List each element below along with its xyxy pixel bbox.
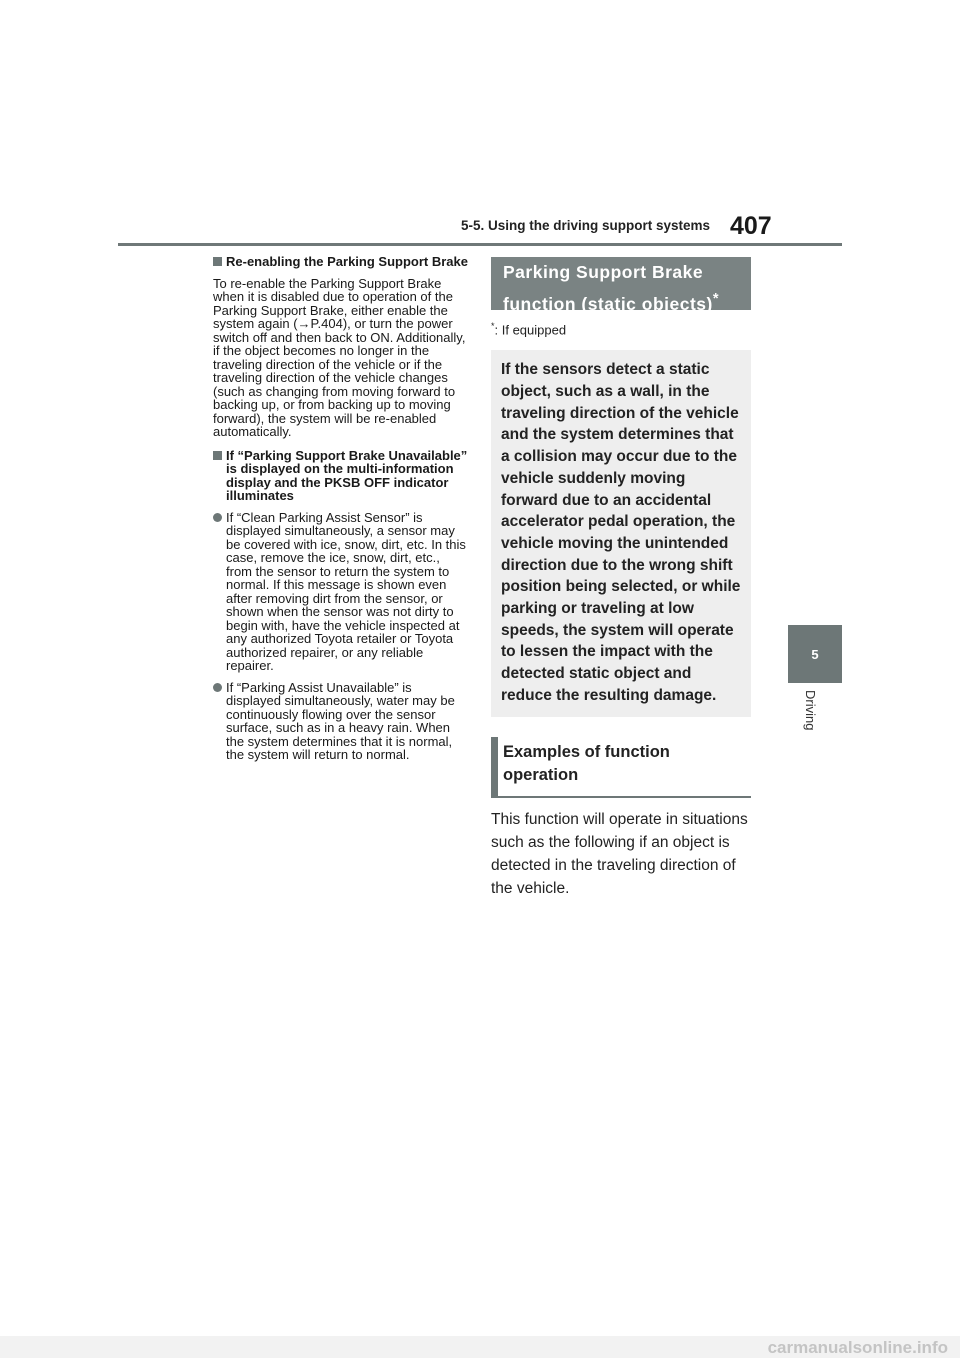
chapter-label: Driving bbox=[803, 690, 818, 731]
watermark-bar bbox=[0, 1336, 960, 1358]
section-title: 5-5. Using the driving support systems bbox=[460, 218, 710, 233]
reenable-heading bbox=[213, 255, 468, 269]
list-item bbox=[213, 681, 468, 762]
equipped-mark: * bbox=[712, 291, 720, 307]
page-number: 407 bbox=[730, 212, 772, 240]
list-item-text: If “Parking Assist Unavailable” is displayed simultaneously, water may be continuously flowing over the sensor surface, such as in a heavy rain. When the system determines that it is normal, the system will return to normal. bbox=[226, 679, 455, 762]
examples-heading-text: Examples of function operation bbox=[503, 742, 670, 785]
function-title bbox=[491, 257, 751, 314]
function-title-text: Parking Support Brake function (static objects) bbox=[503, 262, 713, 314]
footnote-mark: * bbox=[491, 321, 495, 331]
square-bullet-icon bbox=[213, 451, 222, 460]
reenable-paragraph: To re-enable the Parking Support Brake when it is disabled due to operation of the Parking Support Brake, either enable the system again (→P.404), or turn the power switch off and then back to ON. Additionally, if the object becomes no longer in the traveling direction of the vehicle or if the traveling direction of the vehicle changes (such as changing from moving forward to backing up, or from backing up to moving forward), the system will be re-enabled automatically. bbox=[213, 275, 466, 439]
examples-paragraph: This function will operate in situations such as the following if an object is detected in the traveling direction of the vehicle. bbox=[491, 810, 748, 897]
list-item-text: If “Clean Parking Assist Sensor” is displayed simultaneously, a sensor may be covered with ice, snow, dirt, etc. In this case, remove the ice, snow, dirt, etc., from the sensor to return the system to normal. If this message is shown even after removing dirt from the sensor, or shown when the sensor was not dirty to begin with, have the vehicle inspected at any authorized Toyota retailer or Toyota authorized repairer, or any reliable repairer. bbox=[226, 509, 466, 673]
header-divider bbox=[118, 243, 842, 246]
examples-heading bbox=[491, 737, 751, 798]
circle-bullet-icon bbox=[213, 683, 222, 692]
summary-box: If the sensors detect a static object, such as a wall, in the traveling direction of the vehicle and the system determines that a collision may occur due to the vehicle suddenly moving forward due to an accidental accelerator pedal operation, the vehicle moving the unintended direction due to the wrong shift position being selected, or while parking or traveling at low speeds, the system will operate to lessen the impact with the detected static object and reduce the resulting damage. bbox=[491, 350, 751, 716]
square-bullet-icon bbox=[213, 257, 222, 266]
heading-bar bbox=[491, 737, 498, 798]
list-item bbox=[213, 511, 468, 673]
unavailable-heading-text: If “Parking Support Brake Unavailable” is displayed on the multi-information display and the PKSB OFF indicator illuminates bbox=[226, 447, 468, 503]
footnote bbox=[491, 321, 751, 337]
reenable-heading-text: Re-enabling the Parking Support Brake bbox=[226, 254, 468, 269]
watermark-text: carmanualsonline.info bbox=[767, 1338, 948, 1357]
footnote-text: : If equipped bbox=[494, 322, 567, 338]
circle-bullet-icon bbox=[213, 513, 222, 522]
chapter-tab: 5 bbox=[788, 625, 842, 683]
unavailable-heading bbox=[213, 449, 468, 503]
right-column bbox=[491, 257, 751, 900]
left-column bbox=[213, 255, 468, 770]
